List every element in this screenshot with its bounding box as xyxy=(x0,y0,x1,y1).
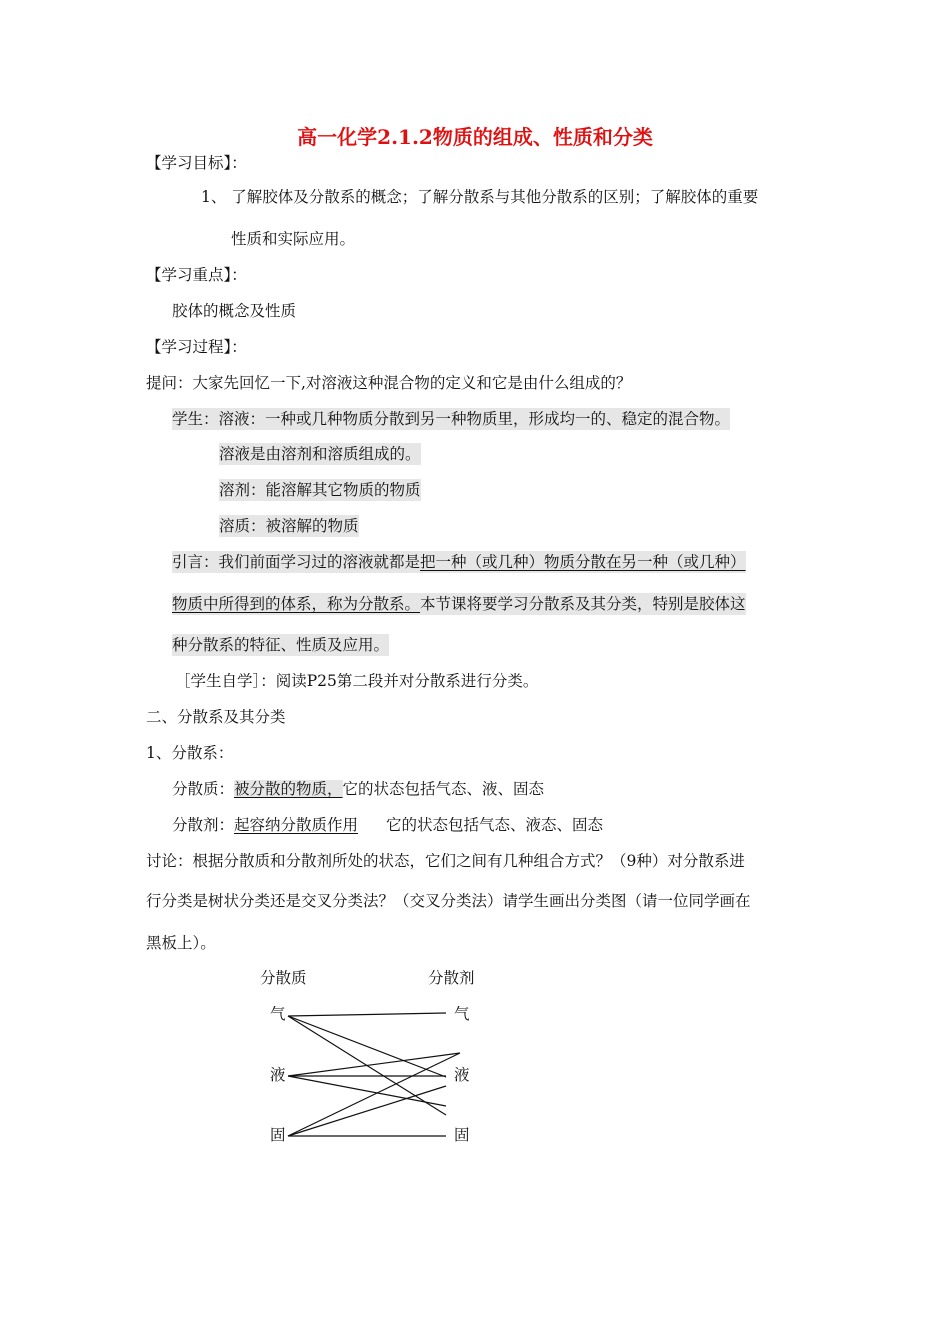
discussion-line3: 黑板上）。 xyxy=(146,934,216,952)
question-line: 提问：大家先回忆一下,对溶液这种混合物的定义和它是由什么组成的？ xyxy=(146,374,632,392)
line-gas-liquid xyxy=(288,1016,446,1077)
dispersoid-underline: 被分散的物质， xyxy=(234,780,343,798)
goals-item-line1: 1、 了解胶体及分散系的概念；了解分散系与其他分散系的区别；了解胶体的重要 xyxy=(201,188,759,206)
medium-line xyxy=(172,814,603,836)
dispersoid-liquid: 液 xyxy=(270,1066,286,1084)
goals-item-line2: 性质和实际应用。 xyxy=(231,230,356,248)
medium-gas: 气 xyxy=(454,1005,470,1023)
intro-prefix: 引言：我们前面学习过的溶液就都是 xyxy=(172,553,421,571)
student-answer-line3: 溶剂：能溶解其它物质的物质 xyxy=(219,481,421,499)
dispersoid-gas: 气 xyxy=(270,1005,286,1023)
intro-line1 xyxy=(172,551,746,573)
medium-solid: 固 xyxy=(454,1126,470,1144)
intro-underline1: 把一种（或几种）物质分散在另一种（或几种） xyxy=(420,553,746,571)
focus-text: 胶体的概念及性质 xyxy=(172,302,297,320)
intro-line2 xyxy=(172,593,746,615)
line-liquid-solid xyxy=(288,1076,446,1106)
student-answer-line4: 溶质：被溶解的物质 xyxy=(219,517,359,535)
dispersoid-column-header: 分散质 xyxy=(260,969,307,987)
discussion-line1: 讨论：根据分散质和分散剂所处的状态，它们之间有几种组合方式？（9种）对分散系进 xyxy=(146,852,745,870)
goals-heading: 【学习目标】： xyxy=(146,154,247,172)
focus-heading: 【学习重点】： xyxy=(146,266,247,284)
intro-rest2: 本节课将要学习分散系及其分类，特别是胶体这 xyxy=(420,595,746,613)
intro-underline2: 物质中所得到的体系，称为分散系。 xyxy=(172,595,421,613)
medium-liquid: 液 xyxy=(454,1066,470,1084)
medium-rest: 它的状态包括气态、液态、固态 xyxy=(386,816,604,834)
student-answer-line2: 溶液是由溶剂和溶质组成的。 xyxy=(219,445,421,463)
discussion-line2: 行分类是树状分类还是交叉分类法？（交叉分类法）请学生画出分类图（请一位同学画在 xyxy=(146,892,751,910)
medium-column-header: 分散剂 xyxy=(428,969,475,987)
process-heading: 【学习过程】： xyxy=(146,338,247,356)
dispersoid-label: 分散质： xyxy=(172,780,235,798)
line-gas-gas xyxy=(288,1013,446,1016)
line-solid-liquid xyxy=(288,1086,446,1136)
medium-underline: 起容纳分散质作用 xyxy=(234,816,359,834)
dispersoid-solid: 固 xyxy=(270,1126,286,1144)
cross-classification-diagram xyxy=(250,960,510,1160)
dispersoid-rest: 它的状态包括气态、液、固态 xyxy=(342,780,545,798)
document-title: 高一化学2.1.2物质的组成、性质和分类 xyxy=(297,125,653,149)
section2-heading: 二、分散系及其分类 xyxy=(146,708,286,726)
student-answer-line1: 学生：溶液：一种或几种物质分散到另一种物质里，形成均一的、稳定的混合物。 xyxy=(172,410,731,428)
self-study-line: ［学生自学］：阅读P25第二段并对分散系进行分类。 xyxy=(175,672,539,690)
dispersoid-line xyxy=(172,778,544,800)
intro-line3: 种分散系的特征、性质及应用。 xyxy=(172,636,390,654)
line-solid-gas xyxy=(288,1053,460,1136)
connection-lines xyxy=(250,960,510,1160)
medium-label: 分散剂： xyxy=(172,816,235,834)
dispersion-system-heading: 1、分散系： xyxy=(146,744,234,762)
